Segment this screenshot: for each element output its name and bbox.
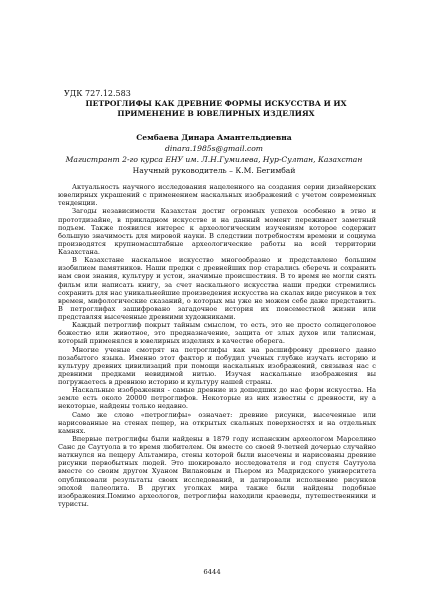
udc-code: УДК 727.12.583 <box>64 89 131 98</box>
supervisor: Научный руководитель – К.М. Бегимбай <box>132 166 296 175</box>
paragraph: В Казахстане наскальное искусство многообразно и представлено большим изобилием памятников. Наши предки с древнейших пор старались сберечь и сохранить нам свои знания, культуру и устои, значимые происшествия. В то время не могли снять фильм или написать книгу, за счет наскального искусства наши предки стремились сохранить для нас уникальнейшие произведения искусства на скалах виде рисунков в тех времен, мифологические сказаний, о которых мы уже не можем себе даже представить. В петроглифах зашифровано загадочное история их повсеместной жизни или представляя высеченные древними художниками. <box>58 256 376 321</box>
paragraph: Актуальность научного исследования нацеленного на создания серии дизайнерских ювелирных украшений с применением наскальных изображений с учетом современных тенденции. <box>58 183 376 208</box>
paragraph: Многие ученые смотрят на петроглифы как на расшифровку древнего давно позабытого языка. Именно этот фактор и побудил ученых глубже изучать историю и культуру древних цивилизаций при помощи наскальных изображений, связывая нас с древними предками невидимой нитью. Изучая наскальные изображения вы погружаетесь в древнюю историю и культуру нашей страны. <box>58 345 376 386</box>
paragraph: Наскальные изображения - самые древние из дошедших до нас форм искусства. На земле есть около 20000 петроглифов. Некоторые из них известны с древности, ну а некоторые, найдены только недавно. <box>58 386 376 411</box>
page-number: 6444 <box>203 568 221 576</box>
title-line-2: ПРИМЕНЕНИЕ В ЮВЕЛИРНЫХ ИЗДЕЛИЯХ <box>117 108 315 118</box>
author-block <box>64 132 364 176</box>
author-affiliation: Магистрант 2-го курса ЕНУ им. Л.Н.Гумилева, Нур-Султан, Казахстан <box>65 155 363 164</box>
paragraph: Само же слово «петроглифы» означает: древние рисунки, высеченные или нарисованные на стенах пещер, на открытых скальных поверхностях и на отдельных камнях. <box>58 410 376 435</box>
article-title <box>56 99 376 118</box>
author-name: Сембаева Динара Амантельдиевна <box>136 133 292 142</box>
paragraph: Каждый петроглиф покрыт тайным смыслом, то есть, это не просто солнцеголовое божество или животное, это предназначение, защита от злых духов или талисман, который применялся в ювелирных изделиях в качестве оберега. <box>58 321 376 346</box>
author-email: dinara.1985s@gmail.com <box>165 144 263 153</box>
paragraph: Впервые петроглифы были найдены в 1879 году испанским археологом Марселино Санс де Саутуола в то время любителем. Он вместе со своей 9-летней дочерью случайно наткнулся на пещеру Альтамира, стены которой были высечены и нарисованы древние рисунки первобытных людей. Это шокировало исследователя и год спустя Саутуола вместе со своим другом Хуаном Вилановым и Пьером из Мадридского университета опубликовали результаты своих исследований, и датировали исполнение рисунков эпохой палеолита. В других уголках мира также были найдены подобные изображения.Помимо археологов, петроглифы находили краеведы, путешественники и туристы. <box>58 434 376 508</box>
paragraph: Загоды независимости Казахстан достиг огромных успехов особенно в этно и прототдизайне, в прикладном искусстве и на данный момент переживает заметный подъем. Также появился интерес к археологическим изучениям которое содержит большую значимость для мировой науки. В следствии потребностям времени и социума производятся крупномасштабные археологические работы на всей территории Казахстана. <box>58 207 376 256</box>
title-line-1: ПЕТРОГЛИФЫ КАК ДРЕВНИЕ ФОРМЫ ИСКУССТВА И ИХ <box>85 99 347 108</box>
article-body <box>58 183 376 508</box>
